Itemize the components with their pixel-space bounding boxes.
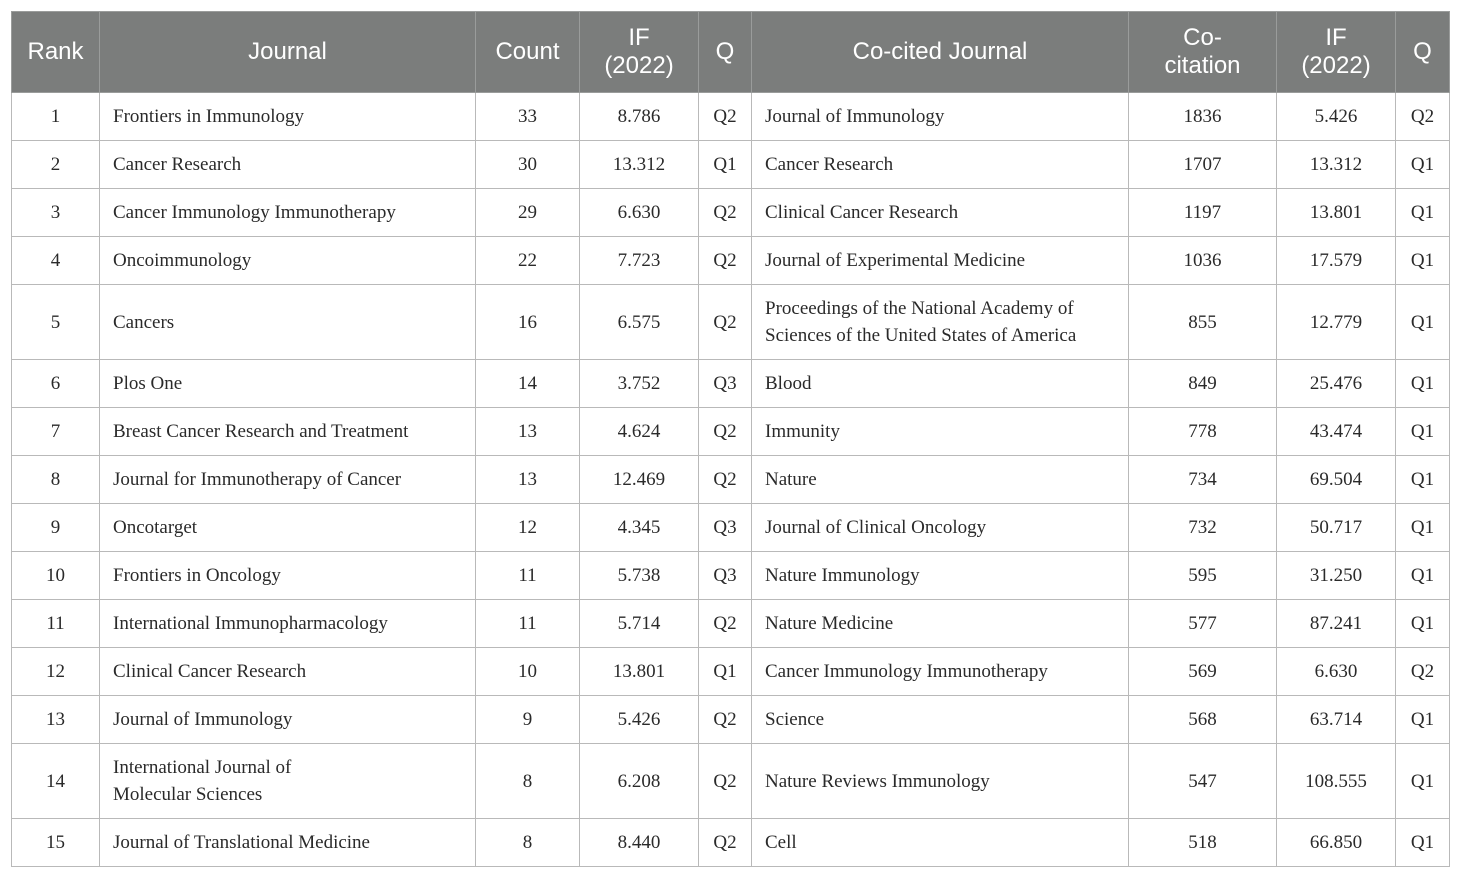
- journal-cell: Cancers: [100, 285, 476, 360]
- table-row: [12, 744, 1450, 819]
- q-cell: Q2: [699, 408, 752, 456]
- count-cell: 16: [476, 285, 580, 360]
- q-cell: Q3: [699, 360, 752, 408]
- count-cell: 10: [476, 648, 580, 696]
- co-cited-if-cell: 25.476: [1277, 360, 1396, 408]
- journal-cell: Cancer Research: [100, 141, 476, 189]
- co-citation-cell: 568: [1129, 696, 1277, 744]
- co-cited-if-cell: 13.801: [1277, 189, 1396, 237]
- co-citation-cell: 577: [1129, 600, 1277, 648]
- rank-cell: 9: [12, 504, 100, 552]
- count-cell: 8: [476, 819, 580, 867]
- table-row: [12, 237, 1450, 285]
- co-cited-journal-cell: Clinical Cancer Research: [752, 189, 1129, 237]
- table-row: [12, 141, 1450, 189]
- rank-cell: 2: [12, 141, 100, 189]
- co-cited-if-cell: 50.717: [1277, 504, 1396, 552]
- count-cell: 8: [476, 744, 580, 819]
- table-row: [12, 648, 1450, 696]
- rank-cell: 6: [12, 360, 100, 408]
- co-citation-cell: 849: [1129, 360, 1277, 408]
- q-cell: Q1: [699, 648, 752, 696]
- co-cited-q-cell: Q1: [1396, 696, 1450, 744]
- co-citation-cell: 855: [1129, 285, 1277, 360]
- co-cited-journal-cell: Cell: [752, 819, 1129, 867]
- table-row: [12, 285, 1450, 360]
- if-cell: 8.786: [580, 93, 699, 141]
- co-cited-q-cell: Q1: [1396, 237, 1450, 285]
- header-co-citation: Co- citation: [1129, 12, 1277, 93]
- q-cell: Q3: [699, 504, 752, 552]
- q-cell: Q2: [699, 285, 752, 360]
- co-cited-journal-cell: Blood: [752, 360, 1129, 408]
- table-row: [12, 93, 1450, 141]
- rank-cell: 5: [12, 285, 100, 360]
- co-citation-cell: 569: [1129, 648, 1277, 696]
- header-if: IF (2022): [580, 12, 699, 93]
- q-cell: Q2: [699, 456, 752, 504]
- rank-cell: 11: [12, 600, 100, 648]
- journal-cell: Frontiers in Immunology: [100, 93, 476, 141]
- table-row: [12, 189, 1450, 237]
- co-cited-journal-cell: Nature Medicine: [752, 600, 1129, 648]
- co-cited-journal-cell: Nature Immunology: [752, 552, 1129, 600]
- rank-cell: 13: [12, 696, 100, 744]
- header-q: Q: [699, 12, 752, 93]
- header-co-cited-q: Q: [1396, 12, 1450, 93]
- co-cited-if-cell: 13.312: [1277, 141, 1396, 189]
- if-cell: 5.426: [580, 696, 699, 744]
- header-journal: Journal: [100, 12, 476, 93]
- co-cited-q-cell: Q1: [1396, 141, 1450, 189]
- co-citation-cell: 1197: [1129, 189, 1277, 237]
- co-cited-journal-cell: Immunity: [752, 408, 1129, 456]
- if-cell: 12.469: [580, 456, 699, 504]
- if-cell: 6.208: [580, 744, 699, 819]
- header-count: Count: [476, 12, 580, 93]
- journal-cell: Oncoimmunology: [100, 237, 476, 285]
- table-row: [12, 600, 1450, 648]
- table-row: [12, 360, 1450, 408]
- co-cited-q-cell: Q1: [1396, 600, 1450, 648]
- co-cited-q-cell: Q1: [1396, 408, 1450, 456]
- count-cell: 11: [476, 600, 580, 648]
- q-cell: Q1: [699, 141, 752, 189]
- journal-cell: Cancer Immunology Immunotherapy: [100, 189, 476, 237]
- q-cell: Q2: [699, 744, 752, 819]
- co-cited-q-cell: Q1: [1396, 456, 1450, 504]
- journal-cell: Clinical Cancer Research: [100, 648, 476, 696]
- header-co-cited-journal: Co-cited Journal: [752, 12, 1129, 93]
- rank-cell: 8: [12, 456, 100, 504]
- co-cited-q-cell: Q2: [1396, 648, 1450, 696]
- co-cited-if-cell: 12.779: [1277, 285, 1396, 360]
- table-row: [12, 819, 1450, 867]
- co-cited-if-cell: 108.555: [1277, 744, 1396, 819]
- if-cell: 3.752: [580, 360, 699, 408]
- co-citation-cell: 734: [1129, 456, 1277, 504]
- if-cell: 13.312: [580, 141, 699, 189]
- count-cell: 11: [476, 552, 580, 600]
- co-citation-cell: 547: [1129, 744, 1277, 819]
- count-cell: 13: [476, 408, 580, 456]
- if-cell: 4.345: [580, 504, 699, 552]
- count-cell: 13: [476, 456, 580, 504]
- co-citation-cell: 778: [1129, 408, 1277, 456]
- rank-cell: 14: [12, 744, 100, 819]
- q-cell: Q3: [699, 552, 752, 600]
- header-co-cited-if: IF (2022): [1277, 12, 1396, 93]
- journal-cell: Journal of Immunology: [100, 696, 476, 744]
- if-cell: 13.801: [580, 648, 699, 696]
- q-cell: Q2: [699, 600, 752, 648]
- co-cited-if-cell: 5.426: [1277, 93, 1396, 141]
- rank-cell: 7: [12, 408, 100, 456]
- co-cited-if-cell: 63.714: [1277, 696, 1396, 744]
- co-cited-q-cell: Q1: [1396, 744, 1450, 819]
- table-row: [12, 408, 1450, 456]
- co-cited-if-cell: 6.630: [1277, 648, 1396, 696]
- rank-cell: 4: [12, 237, 100, 285]
- journal-cell: Journal for Immunotherapy of Cancer: [100, 456, 476, 504]
- count-cell: 22: [476, 237, 580, 285]
- co-citation-cell: 595: [1129, 552, 1277, 600]
- co-cited-q-cell: Q1: [1396, 819, 1450, 867]
- journals-table: [11, 11, 1450, 867]
- co-citation-cell: 732: [1129, 504, 1277, 552]
- rank-cell: 1: [12, 93, 100, 141]
- count-cell: 9: [476, 696, 580, 744]
- journal-cell: Plos One: [100, 360, 476, 408]
- count-cell: 33: [476, 93, 580, 141]
- co-cited-journal-cell: Nature Reviews Immunology: [752, 744, 1129, 819]
- co-cited-journal-cell: Journal of Immunology: [752, 93, 1129, 141]
- if-cell: 4.624: [580, 408, 699, 456]
- table-row: [12, 696, 1450, 744]
- if-cell: 5.738: [580, 552, 699, 600]
- co-cited-if-cell: 69.504: [1277, 456, 1396, 504]
- co-cited-journal-cell: Journal of Experimental Medicine: [752, 237, 1129, 285]
- co-cited-q-cell: Q1: [1396, 504, 1450, 552]
- journal-cell: Frontiers in Oncology: [100, 552, 476, 600]
- journal-cell: Breast Cancer Research and Treatment: [100, 408, 476, 456]
- co-cited-q-cell: Q1: [1396, 360, 1450, 408]
- header-row: [12, 12, 1450, 93]
- if-cell: 7.723: [580, 237, 699, 285]
- count-cell: 12: [476, 504, 580, 552]
- journal-cell: International Journal of Molecular Sciences: [100, 744, 476, 819]
- count-cell: 29: [476, 189, 580, 237]
- co-cited-journal-cell: Nature: [752, 456, 1129, 504]
- rank-cell: 12: [12, 648, 100, 696]
- co-citation-cell: 1836: [1129, 93, 1277, 141]
- rank-cell: 3: [12, 189, 100, 237]
- journal-cell: International Immunopharmacology: [100, 600, 476, 648]
- table-row: [12, 456, 1450, 504]
- table-row: [12, 504, 1450, 552]
- q-cell: Q2: [699, 189, 752, 237]
- co-cited-if-cell: 43.474: [1277, 408, 1396, 456]
- co-cited-if-cell: 66.850: [1277, 819, 1396, 867]
- co-cited-journal-cell: Proceedings of the National Academy of Sciences of the United States of America: [752, 285, 1129, 360]
- count-cell: 14: [476, 360, 580, 408]
- q-cell: Q2: [699, 819, 752, 867]
- if-cell: 8.440: [580, 819, 699, 867]
- co-cited-q-cell: Q1: [1396, 552, 1450, 600]
- co-cited-q-cell: Q1: [1396, 285, 1450, 360]
- co-cited-journal-cell: Cancer Research: [752, 141, 1129, 189]
- q-cell: Q2: [699, 696, 752, 744]
- co-citation-cell: 518: [1129, 819, 1277, 867]
- co-cited-journal-cell: Science: [752, 696, 1129, 744]
- table-row: [12, 552, 1450, 600]
- journal-cell: Journal of Translational Medicine: [100, 819, 476, 867]
- header-rank: Rank: [12, 12, 100, 93]
- co-cited-journal-cell: Cancer Immunology Immunotherapy: [752, 648, 1129, 696]
- co-cited-journal-cell: Journal of Clinical Oncology: [752, 504, 1129, 552]
- co-cited-if-cell: 17.579: [1277, 237, 1396, 285]
- journal-cell: Oncotarget: [100, 504, 476, 552]
- rank-cell: 10: [12, 552, 100, 600]
- co-citation-cell: 1707: [1129, 141, 1277, 189]
- co-citation-cell: 1036: [1129, 237, 1277, 285]
- q-cell: Q2: [699, 237, 752, 285]
- if-cell: 5.714: [580, 600, 699, 648]
- co-cited-if-cell: 87.241: [1277, 600, 1396, 648]
- co-cited-if-cell: 31.250: [1277, 552, 1396, 600]
- rank-cell: 15: [12, 819, 100, 867]
- count-cell: 30: [476, 141, 580, 189]
- co-cited-q-cell: Q1: [1396, 189, 1450, 237]
- q-cell: Q2: [699, 93, 752, 141]
- if-cell: 6.575: [580, 285, 699, 360]
- if-cell: 6.630: [580, 189, 699, 237]
- co-cited-q-cell: Q2: [1396, 93, 1450, 141]
